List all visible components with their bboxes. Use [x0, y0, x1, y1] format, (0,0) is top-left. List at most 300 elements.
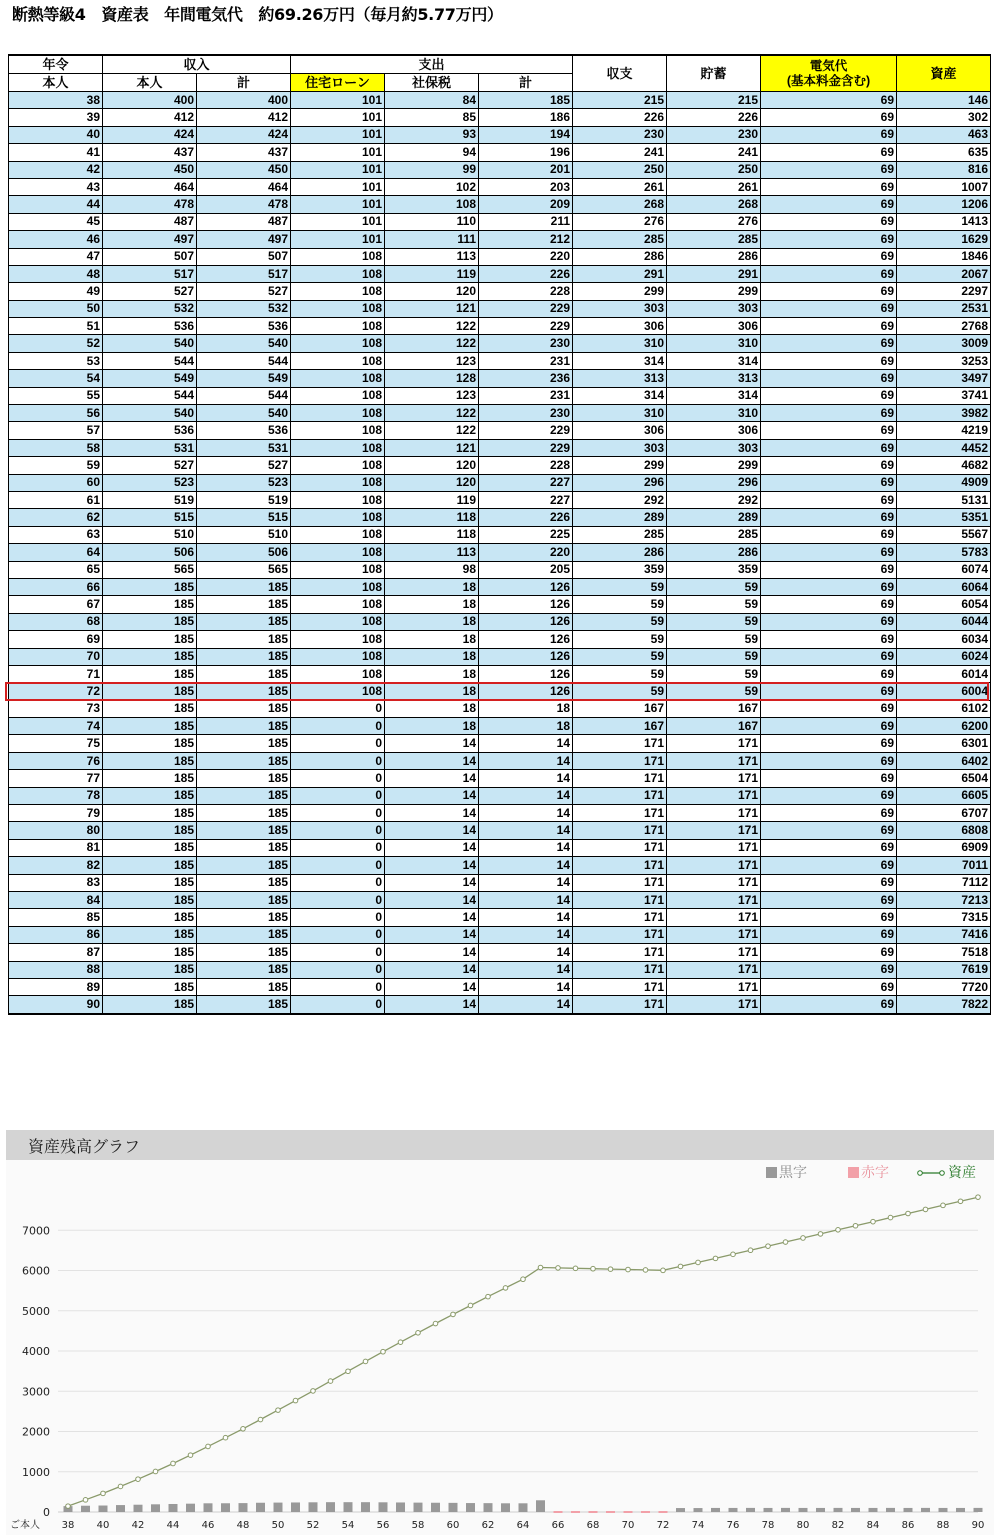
cell-expense-total: 225	[479, 526, 573, 543]
cell-income-self: 185	[103, 665, 197, 682]
cell-assets: 6402	[897, 752, 991, 769]
cell-expense-total: 14	[479, 857, 573, 874]
cell-expense-total: 196	[479, 144, 573, 161]
cell-savings: 171	[667, 805, 761, 822]
cell-age: 42	[9, 161, 103, 178]
cell-housing-loan: 108	[291, 352, 385, 369]
cell-electricity: 69	[761, 822, 897, 839]
cell-electricity: 69	[761, 213, 897, 230]
cell-savings: 171	[667, 874, 761, 891]
cell-income-total: 185	[197, 944, 291, 961]
cell-housing-loan: 101	[291, 196, 385, 213]
cell-assets: 7518	[897, 944, 991, 961]
cell-income-self: 536	[103, 422, 197, 439]
point-assets	[906, 1211, 911, 1216]
cell-social-insurance-tax: 118	[385, 509, 479, 526]
cell-assets: 2768	[897, 318, 991, 335]
cell-age: 85	[9, 909, 103, 926]
table-row	[9, 352, 991, 369]
cell-social-insurance-tax: 18	[385, 665, 479, 682]
cell-expense-total: 194	[479, 126, 573, 143]
cell-age: 50	[9, 300, 103, 317]
cell-income-self: 532	[103, 300, 197, 317]
cell-social-insurance-tax: 119	[385, 491, 479, 508]
cell-income-self: 523	[103, 474, 197, 491]
cell-electricity: 69	[761, 544, 897, 561]
cell-savings: 314	[667, 352, 761, 369]
cell-income-self: 185	[103, 891, 197, 908]
cell-assets: 4219	[897, 422, 991, 439]
cell-income-self: 515	[103, 509, 197, 526]
cell-balance: 59	[573, 596, 667, 613]
table-row	[9, 335, 991, 352]
header-electricity-line1: 電気代	[809, 58, 848, 73]
cell-expense-total: 14	[479, 926, 573, 943]
cell-age: 56	[9, 405, 103, 422]
point-assets	[398, 1340, 403, 1345]
cell-housing-loan: 0	[291, 822, 385, 839]
cell-social-insurance-tax: 93	[385, 126, 479, 143]
cell-social-insurance-tax: 14	[385, 944, 479, 961]
point-assets	[801, 1236, 806, 1241]
bar-black	[851, 1508, 860, 1512]
cell-housing-loan: 0	[291, 978, 385, 995]
cell-electricity: 69	[761, 126, 897, 143]
cell-social-insurance-tax: 108	[385, 196, 479, 213]
cell-electricity: 69	[761, 926, 897, 943]
x-tick-label: 56	[376, 1520, 390, 1531]
cell-income-total: 531	[197, 439, 291, 456]
cell-balance: 59	[573, 578, 667, 595]
cell-assets: 1846	[897, 248, 991, 265]
cell-housing-loan: 108	[291, 648, 385, 665]
cell-housing-loan: 108	[291, 405, 385, 422]
table-row	[9, 457, 991, 474]
cell-electricity: 69	[761, 509, 897, 526]
cell-electricity: 69	[761, 665, 897, 682]
cell-assets: 2531	[897, 300, 991, 317]
table-row	[9, 631, 991, 648]
table-row	[9, 196, 991, 213]
cell-age: 49	[9, 283, 103, 300]
cell-savings: 171	[667, 770, 761, 787]
cell-savings: 250	[667, 161, 761, 178]
cell-income-self: 517	[103, 265, 197, 282]
bar-black	[239, 1503, 248, 1512]
bar-black	[274, 1503, 283, 1512]
cell-housing-loan: 108	[291, 457, 385, 474]
cell-age: 39	[9, 109, 103, 126]
cell-balance: 59	[573, 665, 667, 682]
cell-social-insurance-tax: 14	[385, 926, 479, 943]
bar-black	[169, 1504, 178, 1512]
table-row	[9, 770, 991, 787]
cell-savings: 285	[667, 231, 761, 248]
cell-savings: 299	[667, 457, 761, 474]
cell-expense-total: 14	[479, 944, 573, 961]
cell-housing-loan: 0	[291, 839, 385, 856]
point-assets	[748, 1248, 753, 1253]
cell-housing-loan: 108	[291, 613, 385, 630]
cell-income-self: 185	[103, 857, 197, 874]
y-tick-label: 4000	[22, 1345, 50, 1358]
x-tick-label: 68	[586, 1520, 600, 1531]
cell-electricity: 69	[761, 752, 897, 769]
cell-balance: 171	[573, 944, 667, 961]
bar-black	[414, 1503, 423, 1512]
cell-income-total: 536	[197, 318, 291, 335]
bar-red	[571, 1511, 580, 1513]
bar-black	[904, 1508, 913, 1512]
bar-black	[309, 1502, 318, 1512]
cell-social-insurance-tax: 14	[385, 961, 479, 978]
cell-age: 48	[9, 265, 103, 282]
cell-electricity: 69	[761, 839, 897, 856]
cell-electricity: 69	[761, 770, 897, 787]
cell-income-self: 540	[103, 405, 197, 422]
cell-savings: 171	[667, 752, 761, 769]
cell-balance: 314	[573, 387, 667, 404]
cell-age: 63	[9, 526, 103, 543]
cell-electricity: 69	[761, 196, 897, 213]
point-assets	[941, 1203, 946, 1208]
cell-housing-loan: 108	[291, 665, 385, 682]
table-row	[9, 92, 991, 109]
cell-electricity: 69	[761, 700, 897, 717]
point-assets	[958, 1199, 963, 1204]
cell-savings: 59	[667, 596, 761, 613]
cell-balance: 286	[573, 544, 667, 561]
point-assets	[731, 1252, 736, 1257]
cell-age: 54	[9, 370, 103, 387]
cell-expense-total: 228	[479, 283, 573, 300]
cell-income-self: 507	[103, 248, 197, 265]
cell-balance: 299	[573, 457, 667, 474]
cell-electricity: 69	[761, 265, 897, 282]
cell-electricity: 69	[761, 648, 897, 665]
point-assets	[188, 1453, 193, 1458]
cell-housing-loan: 108	[291, 265, 385, 282]
cell-income-self: 527	[103, 283, 197, 300]
cell-expense-total: 230	[479, 405, 573, 422]
cell-electricity: 69	[761, 370, 897, 387]
bar-black	[816, 1508, 825, 1512]
cell-balance: 215	[573, 92, 667, 109]
bar-red	[589, 1511, 598, 1513]
cell-savings: 215	[667, 92, 761, 109]
cell-savings: 359	[667, 561, 761, 578]
cell-balance: 310	[573, 335, 667, 352]
cell-balance: 171	[573, 787, 667, 804]
cell-expense-total: 14	[479, 735, 573, 752]
bar-black	[81, 1506, 90, 1512]
cell-housing-loan: 108	[291, 422, 385, 439]
asset-chart	[6, 1160, 994, 1535]
x-tick-label: 48	[236, 1520, 250, 1531]
table-row	[9, 683, 991, 700]
cell-housing-loan: 108	[291, 683, 385, 700]
x-tick-label: 58	[411, 1520, 425, 1531]
cell-savings: 291	[667, 265, 761, 282]
cell-income-self: 185	[103, 683, 197, 700]
cell-income-total: 185	[197, 718, 291, 735]
legend-label-black: 黒字	[779, 1165, 807, 1181]
cell-savings: 306	[667, 422, 761, 439]
cell-savings: 230	[667, 126, 761, 143]
cell-housing-loan: 108	[291, 335, 385, 352]
cell-savings: 171	[667, 735, 761, 752]
cell-assets: 6044	[897, 613, 991, 630]
point-assets	[433, 1321, 438, 1326]
cell-balance: 59	[573, 631, 667, 648]
cell-income-total: 515	[197, 509, 291, 526]
cell-social-insurance-tax: 14	[385, 839, 479, 856]
cell-social-insurance-tax: 102	[385, 178, 479, 195]
cell-income-total: 185	[197, 787, 291, 804]
cell-social-insurance-tax: 14	[385, 857, 479, 874]
cell-savings: 171	[667, 926, 761, 943]
cell-age: 46	[9, 231, 103, 248]
cell-balance: 171	[573, 978, 667, 995]
cell-age: 87	[9, 944, 103, 961]
cell-expense-total: 14	[479, 909, 573, 926]
cell-savings: 171	[667, 822, 761, 839]
cell-expense-total: 229	[479, 318, 573, 335]
cell-income-self: 185	[103, 978, 197, 995]
cell-income-total: 565	[197, 561, 291, 578]
cell-savings: 310	[667, 335, 761, 352]
cell-income-total: 185	[197, 735, 291, 752]
cell-social-insurance-tax: 128	[385, 370, 479, 387]
cell-expense-total: 126	[479, 578, 573, 595]
cell-electricity: 69	[761, 248, 897, 265]
cell-income-self: 185	[103, 735, 197, 752]
cell-social-insurance-tax: 99	[385, 161, 479, 178]
cell-income-self: 549	[103, 370, 197, 387]
cell-housing-loan: 108	[291, 631, 385, 648]
table-row	[9, 909, 991, 926]
cell-income-total: 185	[197, 648, 291, 665]
bar-red	[624, 1511, 633, 1513]
bar-black	[291, 1502, 300, 1512]
cell-expense-total: 14	[479, 787, 573, 804]
cell-age: 69	[9, 631, 103, 648]
bar-black	[834, 1508, 843, 1512]
cell-income-total: 185	[197, 891, 291, 908]
cell-income-self: 478	[103, 196, 197, 213]
cell-age: 51	[9, 318, 103, 335]
header-income: 収入	[103, 55, 291, 74]
cell-social-insurance-tax: 14	[385, 735, 479, 752]
cell-housing-loan: 108	[291, 248, 385, 265]
cell-age: 78	[9, 787, 103, 804]
cell-electricity: 69	[761, 944, 897, 961]
point-assets	[416, 1331, 421, 1336]
cell-income-self: 185	[103, 996, 197, 1014]
point-assets	[153, 1469, 158, 1474]
bar-black	[501, 1503, 510, 1512]
table-row	[9, 109, 991, 126]
cell-age: 55	[9, 387, 103, 404]
cell-income-total: 540	[197, 405, 291, 422]
cell-expense-total: 226	[479, 265, 573, 282]
bar-black	[799, 1508, 808, 1512]
cell-housing-loan: 101	[291, 126, 385, 143]
table-row	[9, 857, 991, 874]
cell-social-insurance-tax: 122	[385, 422, 479, 439]
bar-black	[676, 1508, 685, 1512]
cell-electricity: 69	[761, 405, 897, 422]
cell-expense-total: 14	[479, 961, 573, 978]
cell-age: 72	[9, 683, 103, 700]
subheader-income-self: 本人	[103, 74, 197, 92]
x-tick-label: 42	[131, 1520, 145, 1531]
x-tick-label: 52	[306, 1520, 320, 1531]
cell-expense-total: 126	[479, 631, 573, 648]
cell-savings: 241	[667, 144, 761, 161]
cell-income-total: 185	[197, 874, 291, 891]
cell-social-insurance-tax: 14	[385, 909, 479, 926]
table-row	[9, 300, 991, 317]
cell-income-self: 544	[103, 387, 197, 404]
cell-social-insurance-tax: 98	[385, 561, 479, 578]
cell-income-self: 424	[103, 126, 197, 143]
cell-age: 74	[9, 718, 103, 735]
cell-balance: 285	[573, 526, 667, 543]
table-row	[9, 213, 991, 230]
point-assets	[101, 1491, 106, 1496]
cell-expense-total: 227	[479, 491, 573, 508]
cell-income-self: 531	[103, 439, 197, 456]
point-assets	[766, 1244, 771, 1249]
cell-age: 68	[9, 613, 103, 630]
cell-age: 67	[9, 596, 103, 613]
cell-expense-total: 14	[479, 770, 573, 787]
point-assets	[346, 1369, 351, 1374]
cell-savings: 59	[667, 578, 761, 595]
x-axis-label: ご本人	[10, 1520, 40, 1531]
cell-income-self: 185	[103, 805, 197, 822]
cell-income-total: 527	[197, 457, 291, 474]
cell-social-insurance-tax: 14	[385, 805, 479, 822]
point-assets	[626, 1267, 631, 1272]
chart-title: 資産残高グラフ	[28, 1137, 141, 1156]
cell-age: 61	[9, 491, 103, 508]
cell-expense-total: 126	[479, 596, 573, 613]
point-assets	[171, 1461, 176, 1466]
cell-expense-total: 14	[479, 891, 573, 908]
cell-savings: 59	[667, 631, 761, 648]
cell-assets: 6605	[897, 787, 991, 804]
cell-savings: 167	[667, 718, 761, 735]
cell-expense-total: 14	[479, 874, 573, 891]
cell-income-total: 544	[197, 387, 291, 404]
cell-electricity: 69	[761, 178, 897, 195]
cell-social-insurance-tax: 118	[385, 526, 479, 543]
point-assets	[223, 1435, 228, 1440]
cell-electricity: 69	[761, 596, 897, 613]
cell-social-insurance-tax: 18	[385, 613, 479, 630]
cell-age: 45	[9, 213, 103, 230]
cell-social-insurance-tax: 85	[385, 109, 479, 126]
cell-housing-loan: 101	[291, 178, 385, 195]
cell-income-self: 185	[103, 718, 197, 735]
cell-expense-total: 126	[479, 613, 573, 630]
cell-housing-loan: 101	[291, 109, 385, 126]
x-tick-label: 80	[796, 1520, 810, 1531]
cell-income-self: 185	[103, 909, 197, 926]
cell-balance: 241	[573, 144, 667, 161]
cell-expense-total: 14	[479, 839, 573, 856]
cell-balance: 314	[573, 352, 667, 369]
cell-balance: 171	[573, 996, 667, 1014]
point-assets	[276, 1408, 281, 1413]
cell-assets: 1007	[897, 178, 991, 195]
cell-income-total: 185	[197, 926, 291, 943]
bar-black	[221, 1503, 230, 1512]
bar-black	[361, 1502, 370, 1512]
cell-income-total: 185	[197, 909, 291, 926]
cell-balance: 59	[573, 613, 667, 630]
cell-income-self: 536	[103, 318, 197, 335]
point-assets	[538, 1265, 543, 1270]
cell-expense-total: 231	[479, 387, 573, 404]
page-title: 断熱等級4 資産表 年間電気代 約69.26万円（毎月約5.77万円）	[12, 5, 503, 24]
bar-black	[134, 1505, 143, 1512]
cell-social-insurance-tax: 14	[385, 996, 479, 1014]
cell-expense-total: 212	[479, 231, 573, 248]
x-tick-label: 84	[866, 1520, 880, 1531]
point-assets	[486, 1294, 491, 1299]
cell-electricity: 69	[761, 92, 897, 109]
table-row	[9, 561, 991, 578]
cell-electricity: 69	[761, 231, 897, 248]
cell-income-self: 185	[103, 839, 197, 856]
cell-income-total: 185	[197, 961, 291, 978]
point-assets	[713, 1256, 718, 1261]
cell-expense-total: 229	[479, 422, 573, 439]
table-row	[9, 126, 991, 143]
cell-income-self: 487	[103, 213, 197, 230]
cell-housing-loan: 108	[291, 300, 385, 317]
cell-social-insurance-tax: 94	[385, 144, 479, 161]
x-tick-label: 38	[61, 1520, 75, 1531]
cell-savings: 171	[667, 787, 761, 804]
cell-expense-total: 230	[479, 335, 573, 352]
cell-social-insurance-tax: 14	[385, 770, 479, 787]
cell-age: 83	[9, 874, 103, 891]
cell-assets: 7822	[897, 996, 991, 1014]
y-tick-label: 2000	[22, 1425, 50, 1439]
cell-social-insurance-tax: 110	[385, 213, 479, 230]
cell-income-total: 185	[197, 752, 291, 769]
cell-balance: 359	[573, 561, 667, 578]
x-tick-label: 66	[551, 1520, 565, 1531]
cell-housing-loan: 108	[291, 318, 385, 335]
cell-balance: 226	[573, 109, 667, 126]
cell-housing-loan: 0	[291, 735, 385, 752]
cell-social-insurance-tax: 18	[385, 596, 479, 613]
point-assets	[118, 1484, 123, 1489]
cell-housing-loan: 0	[291, 909, 385, 926]
point-assets	[573, 1266, 578, 1271]
cell-assets: 6102	[897, 700, 991, 717]
cell-electricity: 69	[761, 283, 897, 300]
cell-electricity: 69	[761, 787, 897, 804]
cell-age: 44	[9, 196, 103, 213]
cell-electricity: 69	[761, 735, 897, 752]
cell-electricity: 69	[761, 978, 897, 995]
